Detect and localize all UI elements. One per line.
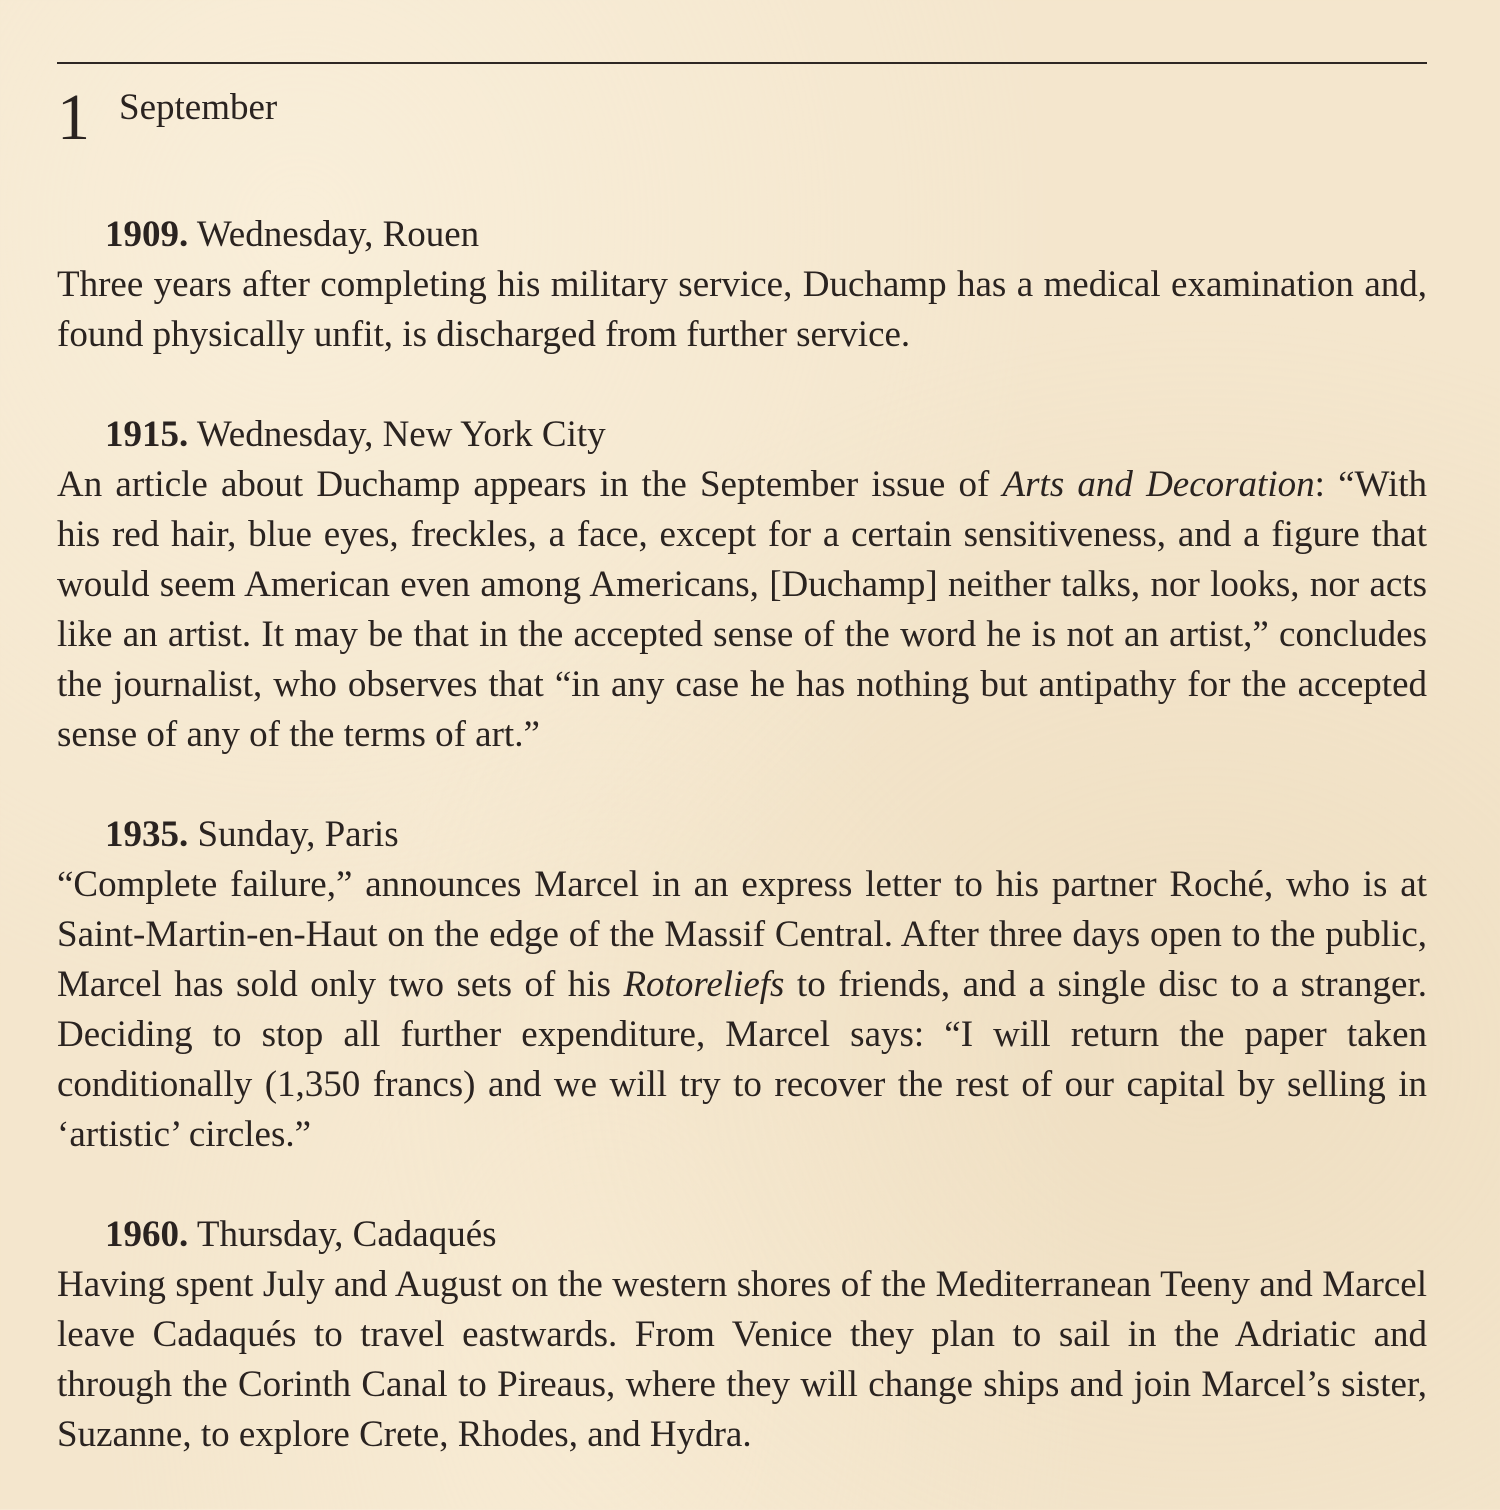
entry-text-italic: Arts and Decoration	[1002, 464, 1315, 505]
month-name: September	[119, 87, 278, 128]
entry-day-place: Thursday, Cadaqués	[196, 1214, 497, 1255]
entry	[57, 810, 1427, 1160]
entry-body	[57, 860, 1427, 1160]
entry-text: : “With his red hair, blue eyes, freckles, a face, except for a certain sensitiveness, and a figure that would seem American even among Americans, [Duchamp] neither talks, nor looks, nor acts like an artist. It may be that in the accepted sense of the word he is not an artist,” concludes the journalist, who observes that “in any case he has nothing but antipathy for the accepted sense of any of the terms of art.”	[57, 464, 1428, 755]
entry-heading	[57, 410, 1427, 460]
entry-year: 1960.	[105, 1214, 189, 1255]
entry-text: Having spent July and August on the western shores of the Mediterranean Teeny and Marcel leave Cadaqués to travel eastwards. From Venice they plan to sail in the Adriatic and through the Corinth Canal to Pireaus, where they will change ships and join Marcel’s sister, Suzanne, to explore Crete, Rhodes, and Hydra.	[57, 1264, 1427, 1455]
entry-text: An article about Duchamp appears in the September issue of	[57, 464, 1003, 505]
entry-year: 1909.	[105, 214, 189, 255]
entry	[57, 410, 1427, 760]
entry	[57, 210, 1427, 360]
entry-body	[57, 1260, 1427, 1460]
entry-year: 1935.	[105, 814, 189, 855]
entry	[57, 1210, 1427, 1460]
entry-text: “Complete failure,” announces Marcel in an express letter to his partner Roché, who is at Saint-Martin-en-Haut on the edge of the Massif Central. After three days open to the public, Marcel has sold only two sets of his	[57, 864, 1427, 1005]
entry-text: Three years after completing his military service, Duchamp has a medical examination and, found physically unfit, is discharged from further service.	[57, 264, 1427, 355]
entry-day-place: Wednesday, New York City	[196, 414, 606, 455]
entry-heading	[57, 1210, 1427, 1260]
entry-text-italic: Rotoreliefs	[623, 964, 785, 1005]
entries	[57, 210, 1427, 1510]
entry-body	[57, 460, 1427, 760]
entry-heading	[57, 210, 1427, 260]
entry-day-place: Sunday, Paris	[197, 814, 399, 855]
top-rule	[57, 62, 1427, 64]
entry-year: 1915.	[105, 414, 189, 455]
entry-text: to friends, and a single disc to a stranger. Deciding to stop all further expenditure, Marcel says: “I will return the paper taken conditionally (1,350 francs) and we will try to recover the rest of our capital by selling in ‘artistic’ circles.”	[57, 964, 1427, 1155]
day-number: 1	[57, 81, 90, 154]
entry-day-place: Wednesday, Rouen	[196, 214, 480, 255]
entry-body	[57, 260, 1427, 360]
entry-heading	[57, 810, 1427, 860]
